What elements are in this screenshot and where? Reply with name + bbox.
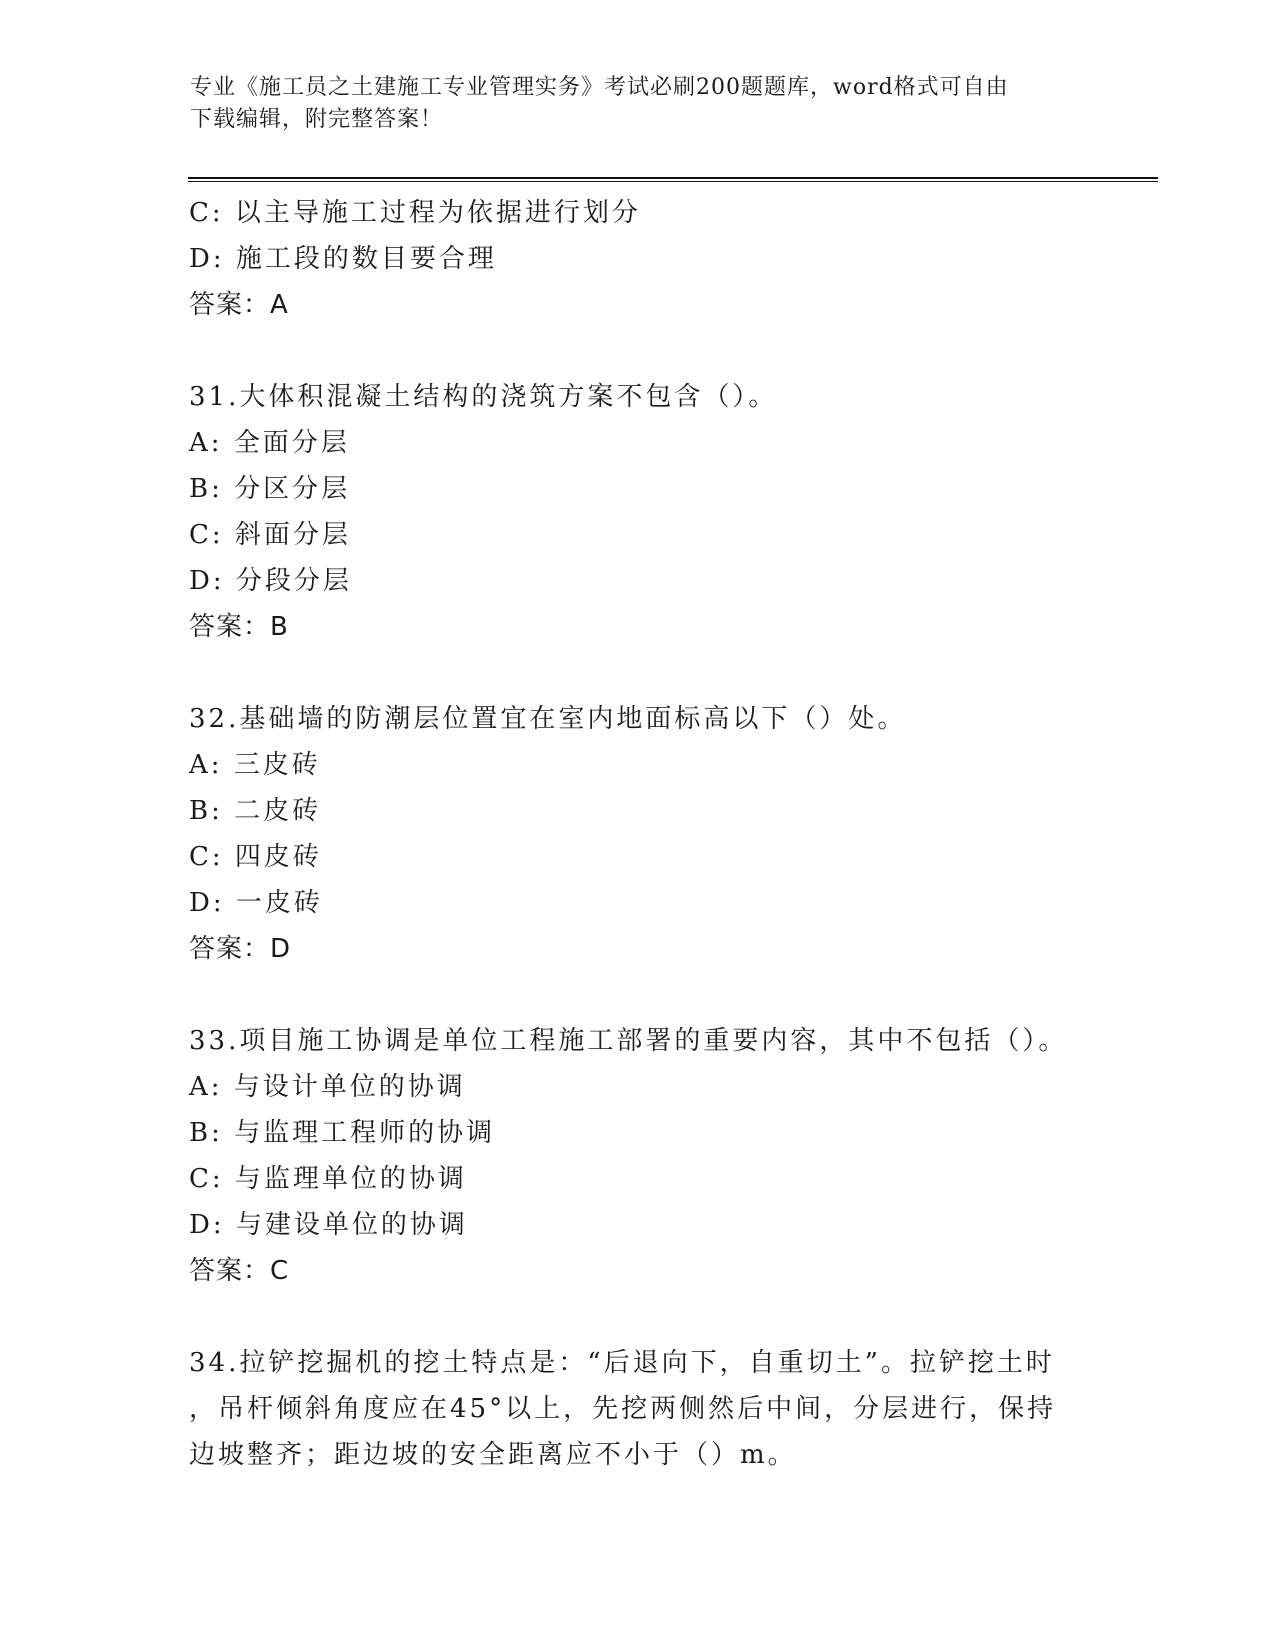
question-32	[189, 696, 1089, 972]
option-d: D: 分段分层	[189, 566, 352, 596]
answer-line: 答案：B	[189, 612, 289, 642]
option-d: D: 施工段的数目要合理	[189, 244, 497, 274]
spacer	[189, 328, 1089, 374]
option-c: C: 斜面分层	[189, 520, 351, 550]
spacer	[189, 650, 1089, 696]
question-stem: 33.项目施工协调是单位工程施工部署的重要内容，其中不包括（）。	[189, 1026, 1068, 1056]
document-header	[190, 72, 1090, 136]
option-a: A: 三皮砖	[189, 750, 321, 780]
question-34	[189, 1340, 1089, 1478]
option-b: B: 二皮砖	[189, 796, 322, 826]
spacer	[189, 972, 1089, 1018]
question-33	[189, 1018, 1089, 1294]
option-a: A: 全面分层	[189, 428, 350, 458]
option-d: D: 与建设单位的协调	[189, 1210, 468, 1240]
question-content	[189, 190, 1089, 1478]
header-divider	[188, 177, 1158, 182]
option-a: A: 与设计单位的协调	[189, 1072, 466, 1102]
option-b: B: 与监理工程师的协调	[189, 1118, 496, 1148]
spacer	[189, 1294, 1089, 1340]
option-c: C: 以主导施工过程为依据进行划分	[189, 198, 641, 228]
answer-line: 答案：C	[189, 1256, 290, 1286]
question-stem-line-2: ，吊杆倾斜角度应在45°以上，先挖两侧然后中间，分层进行，保持	[189, 1394, 1057, 1424]
option-c: C: 与监理单位的协调	[189, 1164, 467, 1194]
answer-line: 答案：A	[189, 290, 289, 320]
option-d: D: 一皮砖	[189, 888, 323, 918]
question-stem: 31.大体积混凝土结构的浇筑方案不包含（）。	[189, 382, 778, 412]
answer-line: 答案：D	[189, 934, 292, 964]
option-c: C: 四皮砖	[189, 842, 322, 872]
question-stem: 32.基础墙的防潮层位置宜在室内地面标高以下（）处。	[189, 704, 907, 734]
header-line-1: 专业《施工员之土建施工专业管理实务》考试必刷200题题库，word格式可自由	[190, 75, 1009, 100]
question-31	[189, 374, 1089, 650]
question-stem-line-1: 34.拉铲挖掘机的挖土特点是：“后退向下，自重切土”。拉铲挖土时	[189, 1348, 1055, 1378]
question-stem-line-3: 边坡整齐；距边坡的安全距离应不小于（）m。	[189, 1440, 797, 1470]
header-line-2: 下载编辑，附完整答案！	[190, 107, 444, 132]
question-30-continuation	[189, 190, 1089, 328]
option-b: B: 分区分层	[189, 474, 351, 504]
